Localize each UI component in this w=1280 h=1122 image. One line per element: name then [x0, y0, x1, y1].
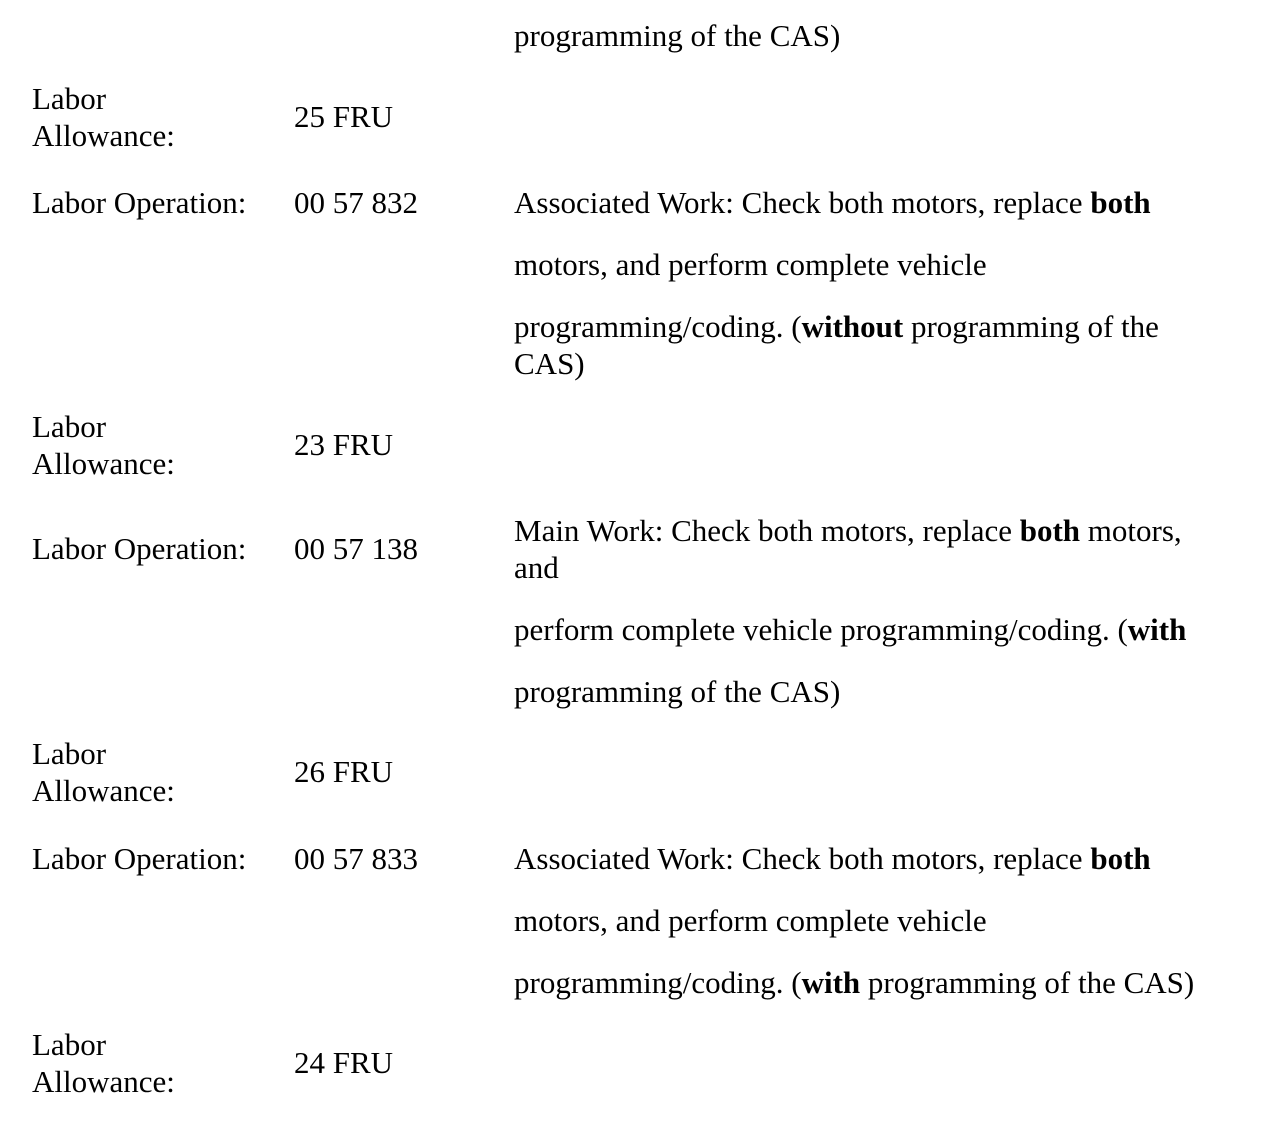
allowance-label-line1: Labor — [32, 81, 107, 116]
desc-segment: programming of the CAS) — [514, 674, 841, 709]
allowance-value: 26 FRU — [294, 754, 394, 789]
desc-segment-bold: both — [1090, 841, 1151, 876]
allowance-label — [32, 735, 175, 809]
operation-label: Labor Operation: — [32, 185, 247, 220]
allowance-label-line2: Allowance: — [32, 118, 175, 153]
allowance-label — [32, 408, 175, 482]
operation-desc-line — [514, 841, 1151, 877]
allowance-label-line2: Allowance: — [32, 1064, 175, 1099]
operation-desc-line — [514, 346, 585, 382]
operation-desc-line — [514, 185, 1151, 221]
operation-label: Labor Operation: — [32, 841, 247, 876]
desc-segment: perform complete vehicle programming/coding. ( — [514, 612, 1128, 647]
desc-segment: and — [514, 550, 559, 585]
operation-desc-line — [514, 513, 1182, 549]
desc-segment: programming of the — [903, 309, 1159, 344]
desc-segment: motors, and perform complete vehicle — [514, 903, 987, 938]
allowance-label-line2: Allowance: — [32, 773, 175, 808]
operation-desc-line — [514, 612, 1186, 648]
allowance-label-line1: Labor — [32, 736, 107, 771]
desc-segment: programming/coding. ( — [514, 309, 802, 344]
operation-desc-line — [514, 903, 987, 939]
desc-segment-bold: with — [1127, 612, 1187, 647]
allowance-value: 24 FRU — [294, 1045, 394, 1080]
desc-segment: Associated Work: Check both motors, replace — [514, 841, 1091, 876]
operation-code: 00 57 833 — [294, 841, 418, 876]
operation-desc-line — [514, 674, 840, 710]
intro-continuation-text: programming of the CAS) — [514, 18, 841, 53]
desc-segment: CAS) — [514, 346, 585, 381]
desc-segment-bold: both — [1090, 185, 1151, 220]
operation-desc-line — [514, 309, 1159, 345]
allowance-label — [32, 1026, 175, 1100]
allowance-label-line1: Labor — [32, 1027, 107, 1062]
allowance-value: 25 FRU — [294, 99, 394, 134]
operation-code: 00 57 832 — [294, 185, 418, 220]
allowance-label-line1: Labor — [32, 409, 107, 444]
desc-segment-bold: with — [801, 965, 861, 1000]
operation-label: Labor Operation: — [32, 531, 247, 566]
allowance-value: 23 FRU — [294, 427, 394, 462]
desc-segment: Associated Work: Check both motors, replace — [514, 185, 1091, 220]
operation-desc-line — [514, 965, 1194, 1001]
desc-segment-bold: both — [1019, 513, 1081, 548]
desc-segment: programming/coding. ( — [514, 965, 802, 1000]
allowance-label — [32, 80, 175, 154]
desc-segment: motors, and perform complete vehicle — [514, 247, 987, 282]
operation-desc-line — [514, 247, 987, 283]
desc-segment-bold: without — [801, 309, 904, 344]
desc-segment: programming of the CAS) — [860, 965, 1195, 1000]
allowance-label-line2: Allowance: — [32, 446, 175, 481]
operation-desc-line — [514, 550, 559, 586]
operation-code: 00 57 138 — [294, 531, 418, 566]
desc-segment: Main Work: Check both motors, replace — [514, 513, 1020, 548]
desc-segment: motors, — [1080, 513, 1182, 548]
